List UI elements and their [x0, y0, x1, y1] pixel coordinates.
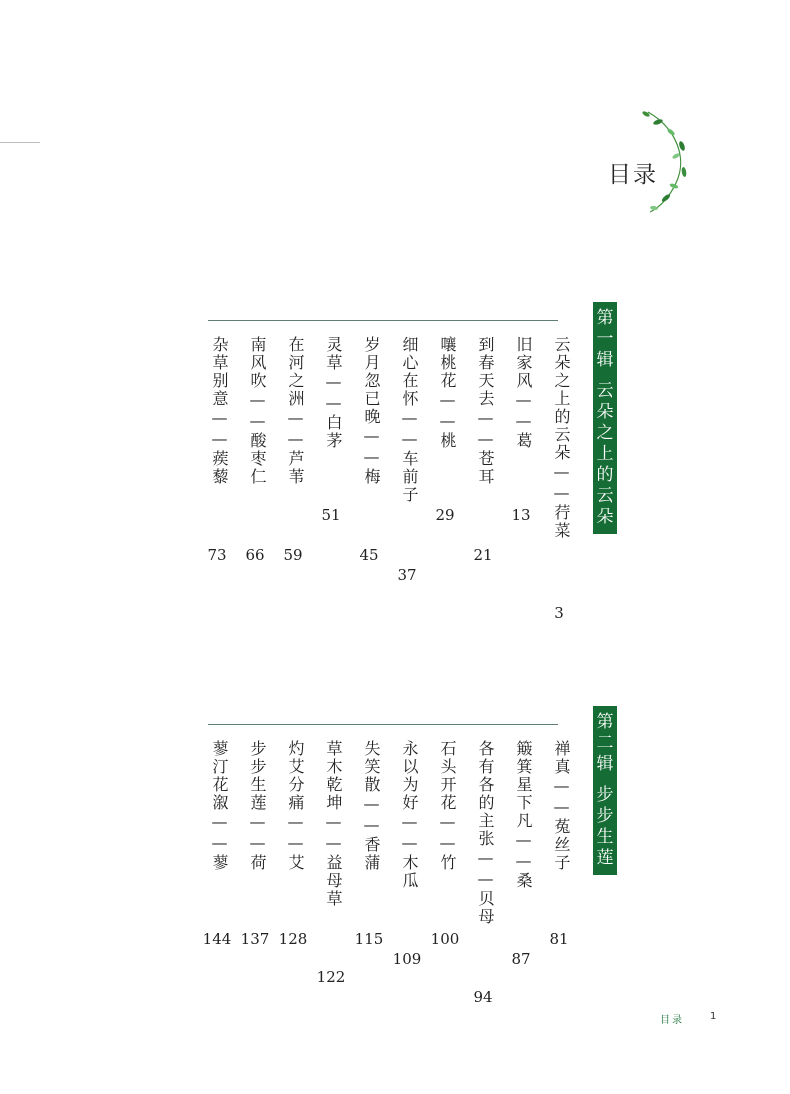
toc-entry-title: 步步生莲——荷 [248, 740, 267, 872]
toc-entry-page: 94 [473, 988, 493, 1006]
toc-entry-title: 禅真——菟丝子 [552, 740, 571, 872]
toc-entry-page: 3 [554, 604, 564, 622]
toc-entry-title: 到春天去——苍耳 [476, 336, 495, 486]
toc-entry[interactable] [431, 336, 459, 524]
toc-entry-title: 草木乾坤——益母草 [324, 740, 343, 908]
toc-entry-page: 29 [435, 506, 455, 524]
toc-entry[interactable] [507, 740, 535, 968]
toc-entry-page: 66 [245, 546, 265, 564]
toc-entry[interactable] [240, 740, 270, 948]
toc-entry-title: 在河之洲——芦苇 [286, 336, 305, 486]
page-title: 目录 [608, 162, 658, 188]
toc-entry-page: 73 [207, 546, 227, 564]
toc-entry[interactable] [354, 740, 384, 948]
toc-entry-title: 失笑散——香蒲 [362, 740, 381, 872]
toc-entry-page: 128 [278, 930, 308, 948]
toc-entry[interactable] [202, 740, 232, 948]
toc-entry[interactable] [203, 336, 231, 564]
toc-entry-title: 细心在怀——车前子 [400, 336, 419, 504]
toc-entry-page: 115 [354, 930, 384, 948]
toc-entry[interactable] [393, 336, 421, 584]
toc-entry-title: 永以为好——木瓜 [400, 740, 419, 890]
toc-entry[interactable] [316, 740, 346, 986]
toc-entry[interactable] [430, 740, 460, 948]
toc-entry-page: 59 [283, 546, 303, 564]
toc-entry[interactable] [317, 336, 345, 524]
footer-section-label: 目录 [660, 1015, 684, 1026]
toc-entry[interactable] [278, 740, 308, 948]
toc-entry-page: 100 [430, 930, 460, 948]
section-badge: 第 二 辑 步 步 生 莲 [593, 706, 617, 875]
margin-rule [0, 142, 40, 143]
toc-entry-page: 87 [511, 950, 531, 968]
toc-entry-title: 蓼汀花溆——蓼 [210, 740, 229, 872]
toc-entry[interactable] [545, 740, 573, 948]
section-rule [208, 320, 558, 321]
toc-entry-page: 13 [511, 506, 531, 524]
toc-entry-page: 37 [397, 566, 417, 584]
toc-entry-page: 21 [473, 546, 493, 564]
toc-entry[interactable] [469, 740, 497, 1006]
toc-entry-title: 杂草别意——蒺藜 [210, 336, 229, 486]
toc-entry-title: 灼艾分痛——艾 [286, 740, 305, 872]
toc-entry-title: 岁月忽已晚——梅 [362, 336, 381, 486]
toc-entry-page: 144 [202, 930, 232, 948]
toc-entry-page: 137 [240, 930, 270, 948]
toc-entry[interactable] [355, 336, 383, 564]
toc-entry-page: 45 [359, 546, 379, 564]
toc-entry[interactable] [469, 336, 497, 564]
toc-entry[interactable] [545, 336, 573, 622]
section-rule [208, 724, 558, 725]
toc-entry[interactable] [241, 336, 269, 564]
toc-entry-title: 石头开花——竹 [438, 740, 457, 872]
footer-page-number: 1 [710, 1011, 717, 1022]
toc-entry[interactable] [392, 740, 422, 968]
toc-entry-title: 云朵之上的云朵——荇菜 [552, 336, 571, 540]
toc-entry[interactable] [279, 336, 307, 564]
toc-entry[interactable] [507, 336, 535, 524]
toc-entry-title: 旧家风——葛 [514, 336, 533, 450]
toc-entry-page: 51 [321, 506, 341, 524]
toc-entry-page: 109 [392, 950, 422, 968]
toc-entry-title: 灵草——白茅 [324, 336, 343, 450]
toc-entry-title: 簸箕星下凡——桑 [514, 740, 533, 890]
toc-entry-page: 122 [316, 968, 346, 986]
section-badge: 第 一 辑 云 朵 之 上 的 云 朵 [593, 302, 617, 534]
toc-entry-page: 81 [549, 930, 569, 948]
toc-entry-title: 南风吹——酸枣仁 [248, 336, 267, 486]
toc-entry-title: 各有各的主张——贝母 [476, 740, 495, 926]
toc-entry-title: 嚷桃花——桃 [438, 336, 457, 450]
